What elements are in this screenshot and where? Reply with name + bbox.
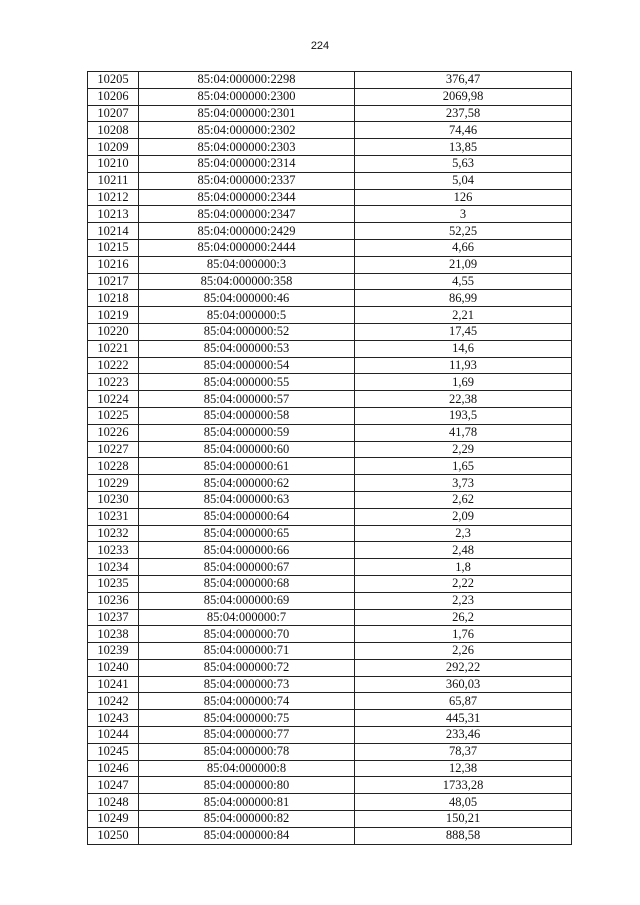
cadastral-number-cell: 85:04:000000:8 [139, 760, 355, 777]
table-row [88, 290, 572, 307]
row-number-cell: 10249 [88, 811, 139, 828]
cadastral-number-cell: 85:04:000000:61 [139, 458, 355, 475]
table-row [88, 172, 572, 189]
cadastral-number-cell: 85:04:000000:2337 [139, 172, 355, 189]
cadastral-number-cell: 85:04:000000:73 [139, 676, 355, 693]
cadastral-number-cell: 85:04:000000:3 [139, 256, 355, 273]
area-value-cell: 193,5 [355, 407, 572, 424]
area-value-cell: 26,2 [355, 609, 572, 626]
cadastral-number-cell: 85:04:000000:63 [139, 491, 355, 508]
row-number-cell: 10234 [88, 559, 139, 576]
area-value-cell: 74,46 [355, 122, 572, 139]
area-value-cell: 4,55 [355, 273, 572, 290]
area-value-cell: 1,65 [355, 458, 572, 475]
row-number-cell: 10250 [88, 827, 139, 844]
row-number-cell: 10237 [88, 609, 139, 626]
row-number-cell: 10241 [88, 676, 139, 693]
area-value-cell: 2,21 [355, 307, 572, 324]
row-number-cell: 10210 [88, 155, 139, 172]
area-value-cell: 1,8 [355, 559, 572, 576]
area-value-cell: 52,25 [355, 223, 572, 240]
cadastral-number-cell: 85:04:000000:2314 [139, 155, 355, 172]
area-value-cell: 445,31 [355, 710, 572, 727]
cadastral-number-cell: 85:04:000000:2344 [139, 189, 355, 206]
row-number-cell: 10218 [88, 290, 139, 307]
table-body [88, 72, 572, 845]
cadastral-number-cell: 85:04:000000:77 [139, 727, 355, 744]
cadastral-number-cell: 85:04:000000:54 [139, 357, 355, 374]
cadastral-number-cell: 85:04:000000:2444 [139, 239, 355, 256]
area-value-cell: 2,48 [355, 542, 572, 559]
table-row [88, 710, 572, 727]
cadastral-number-cell: 85:04:000000:60 [139, 441, 355, 458]
row-number-cell: 10225 [88, 407, 139, 424]
table-row [88, 827, 572, 844]
row-number-cell: 10215 [88, 239, 139, 256]
table-row [88, 357, 572, 374]
area-value-cell: 2069,98 [355, 88, 572, 105]
area-value-cell: 11,93 [355, 357, 572, 374]
cadastral-number-cell: 85:04:000000:67 [139, 559, 355, 576]
row-number-cell: 10245 [88, 743, 139, 760]
table-row [88, 273, 572, 290]
row-number-cell: 10248 [88, 794, 139, 811]
table-row [88, 374, 572, 391]
row-number-cell: 10244 [88, 727, 139, 744]
cadastral-number-cell: 85:04:000000:75 [139, 710, 355, 727]
row-number-cell: 10246 [88, 760, 139, 777]
area-value-cell: 150,21 [355, 811, 572, 828]
row-number-cell: 10217 [88, 273, 139, 290]
area-value-cell: 360,03 [355, 676, 572, 693]
table-row [88, 88, 572, 105]
table-row [88, 811, 572, 828]
table-row [88, 693, 572, 710]
row-number-cell: 10232 [88, 525, 139, 542]
area-value-cell: 1,76 [355, 626, 572, 643]
area-value-cell: 2,26 [355, 643, 572, 660]
cadastral-number-cell: 85:04:000000:57 [139, 391, 355, 408]
cadastral-number-cell: 85:04:000000:2347 [139, 206, 355, 223]
area-value-cell: 292,22 [355, 659, 572, 676]
cadastral-table [87, 71, 572, 845]
row-number-cell: 10228 [88, 458, 139, 475]
area-value-cell: 65,87 [355, 693, 572, 710]
table-row [88, 458, 572, 475]
table-row [88, 139, 572, 156]
table-row [88, 72, 572, 89]
area-value-cell: 2,09 [355, 508, 572, 525]
area-value-cell: 2,62 [355, 491, 572, 508]
row-number-cell: 10226 [88, 424, 139, 441]
table-row [88, 155, 572, 172]
cadastral-number-cell: 85:04:000000:53 [139, 340, 355, 357]
area-value-cell: 5,04 [355, 172, 572, 189]
area-value-cell: 1,69 [355, 374, 572, 391]
row-number-cell: 10224 [88, 391, 139, 408]
table-row [88, 441, 572, 458]
area-value-cell: 48,05 [355, 794, 572, 811]
area-value-cell: 5,63 [355, 155, 572, 172]
table-row [88, 256, 572, 273]
cadastral-number-cell: 85:04:000000:69 [139, 592, 355, 609]
table-row [88, 323, 572, 340]
cadastral-number-cell: 85:04:000000:71 [139, 643, 355, 660]
cadastral-number-cell: 85:04:000000:2300 [139, 88, 355, 105]
table-row [88, 609, 572, 626]
cadastral-number-cell: 85:04:000000:55 [139, 374, 355, 391]
cadastral-number-cell: 85:04:000000:80 [139, 777, 355, 794]
cadastral-number-cell: 85:04:000000:2298 [139, 72, 355, 89]
area-value-cell: 17,45 [355, 323, 572, 340]
table-row [88, 760, 572, 777]
area-value-cell: 3,73 [355, 475, 572, 492]
area-value-cell: 86,99 [355, 290, 572, 307]
area-value-cell: 1733,28 [355, 777, 572, 794]
row-number-cell: 10238 [88, 626, 139, 643]
cadastral-number-cell: 85:04:000000:7 [139, 609, 355, 626]
table-row [88, 525, 572, 542]
cadastral-number-cell: 85:04:000000:46 [139, 290, 355, 307]
row-number-cell: 10235 [88, 575, 139, 592]
area-value-cell: 14,6 [355, 340, 572, 357]
cadastral-number-cell: 85:04:000000:68 [139, 575, 355, 592]
table-row [88, 777, 572, 794]
row-number-cell: 10219 [88, 307, 139, 324]
cadastral-number-cell: 85:04:000000:58 [139, 407, 355, 424]
row-number-cell: 10205 [88, 72, 139, 89]
cadastral-number-cell: 85:04:000000:2429 [139, 223, 355, 240]
row-number-cell: 10216 [88, 256, 139, 273]
row-number-cell: 10239 [88, 643, 139, 660]
row-number-cell: 10221 [88, 340, 139, 357]
row-number-cell: 10214 [88, 223, 139, 240]
row-number-cell: 10242 [88, 693, 139, 710]
table-row [88, 592, 572, 609]
cadastral-number-cell: 85:04:000000:74 [139, 693, 355, 710]
table-row [88, 659, 572, 676]
row-number-cell: 10213 [88, 206, 139, 223]
table-row [88, 643, 572, 660]
cadastral-number-cell: 85:04:000000:2302 [139, 122, 355, 139]
row-number-cell: 10247 [88, 777, 139, 794]
area-value-cell: 376,47 [355, 72, 572, 89]
row-number-cell: 10206 [88, 88, 139, 105]
area-value-cell: 3 [355, 206, 572, 223]
cadastral-number-cell: 85:04:000000:65 [139, 525, 355, 542]
area-value-cell: 41,78 [355, 424, 572, 441]
cadastral-number-cell: 85:04:000000:78 [139, 743, 355, 760]
table-row [88, 391, 572, 408]
table-row [88, 189, 572, 206]
cadastral-number-cell: 85:04:000000:62 [139, 475, 355, 492]
area-value-cell: 2,29 [355, 441, 572, 458]
table-row [88, 105, 572, 122]
table-row [88, 407, 572, 424]
table-row [88, 239, 572, 256]
table-row [88, 676, 572, 693]
area-value-cell: 12,38 [355, 760, 572, 777]
table-row [88, 491, 572, 508]
area-value-cell: 126 [355, 189, 572, 206]
table-row [88, 559, 572, 576]
area-value-cell: 888,58 [355, 827, 572, 844]
cadastral-number-cell: 85:04:000000:72 [139, 659, 355, 676]
page-number: 224 [310, 40, 330, 52]
row-number-cell: 10223 [88, 374, 139, 391]
table-row [88, 626, 572, 643]
area-value-cell: 2,3 [355, 525, 572, 542]
cadastral-number-cell: 85:04:000000:358 [139, 273, 355, 290]
row-number-cell: 10240 [88, 659, 139, 676]
row-number-cell: 10211 [88, 172, 139, 189]
area-value-cell: 13,85 [355, 139, 572, 156]
area-value-cell: 233,46 [355, 727, 572, 744]
cadastral-number-cell: 85:04:000000:2303 [139, 139, 355, 156]
table-row [88, 794, 572, 811]
row-number-cell: 10208 [88, 122, 139, 139]
cadastral-number-cell: 85:04:000000:52 [139, 323, 355, 340]
row-number-cell: 10212 [88, 189, 139, 206]
cadastral-number-cell: 85:04:000000:59 [139, 424, 355, 441]
area-value-cell: 2,23 [355, 592, 572, 609]
area-value-cell: 21,09 [355, 256, 572, 273]
row-number-cell: 10243 [88, 710, 139, 727]
table-row [88, 743, 572, 760]
cadastral-number-cell: 85:04:000000:64 [139, 508, 355, 525]
table-row [88, 575, 572, 592]
area-value-cell: 78,37 [355, 743, 572, 760]
cadastral-number-cell: 85:04:000000:5 [139, 307, 355, 324]
row-number-cell: 10227 [88, 441, 139, 458]
row-number-cell: 10222 [88, 357, 139, 374]
row-number-cell: 10236 [88, 592, 139, 609]
cadastral-number-cell: 85:04:000000:82 [139, 811, 355, 828]
row-number-cell: 10209 [88, 139, 139, 156]
cadastral-number-cell: 85:04:000000:84 [139, 827, 355, 844]
table-row [88, 542, 572, 559]
table-row [88, 307, 572, 324]
area-value-cell: 22,38 [355, 391, 572, 408]
row-number-cell: 10233 [88, 542, 139, 559]
cadastral-number-cell: 85:04:000000:70 [139, 626, 355, 643]
table-row [88, 122, 572, 139]
row-number-cell: 10229 [88, 475, 139, 492]
table-row [88, 223, 572, 240]
area-value-cell: 237,58 [355, 105, 572, 122]
table-row [88, 475, 572, 492]
area-value-cell: 2,22 [355, 575, 572, 592]
row-number-cell: 10231 [88, 508, 139, 525]
cadastral-number-cell: 85:04:000000:66 [139, 542, 355, 559]
table-row [88, 508, 572, 525]
cadastral-number-cell: 85:04:000000:2301 [139, 105, 355, 122]
row-number-cell: 10207 [88, 105, 139, 122]
table-row [88, 206, 572, 223]
cadastral-number-cell: 85:04:000000:81 [139, 794, 355, 811]
table-row [88, 340, 572, 357]
area-value-cell: 4,66 [355, 239, 572, 256]
table-row [88, 727, 572, 744]
table-row [88, 424, 572, 441]
row-number-cell: 10220 [88, 323, 139, 340]
row-number-cell: 10230 [88, 491, 139, 508]
